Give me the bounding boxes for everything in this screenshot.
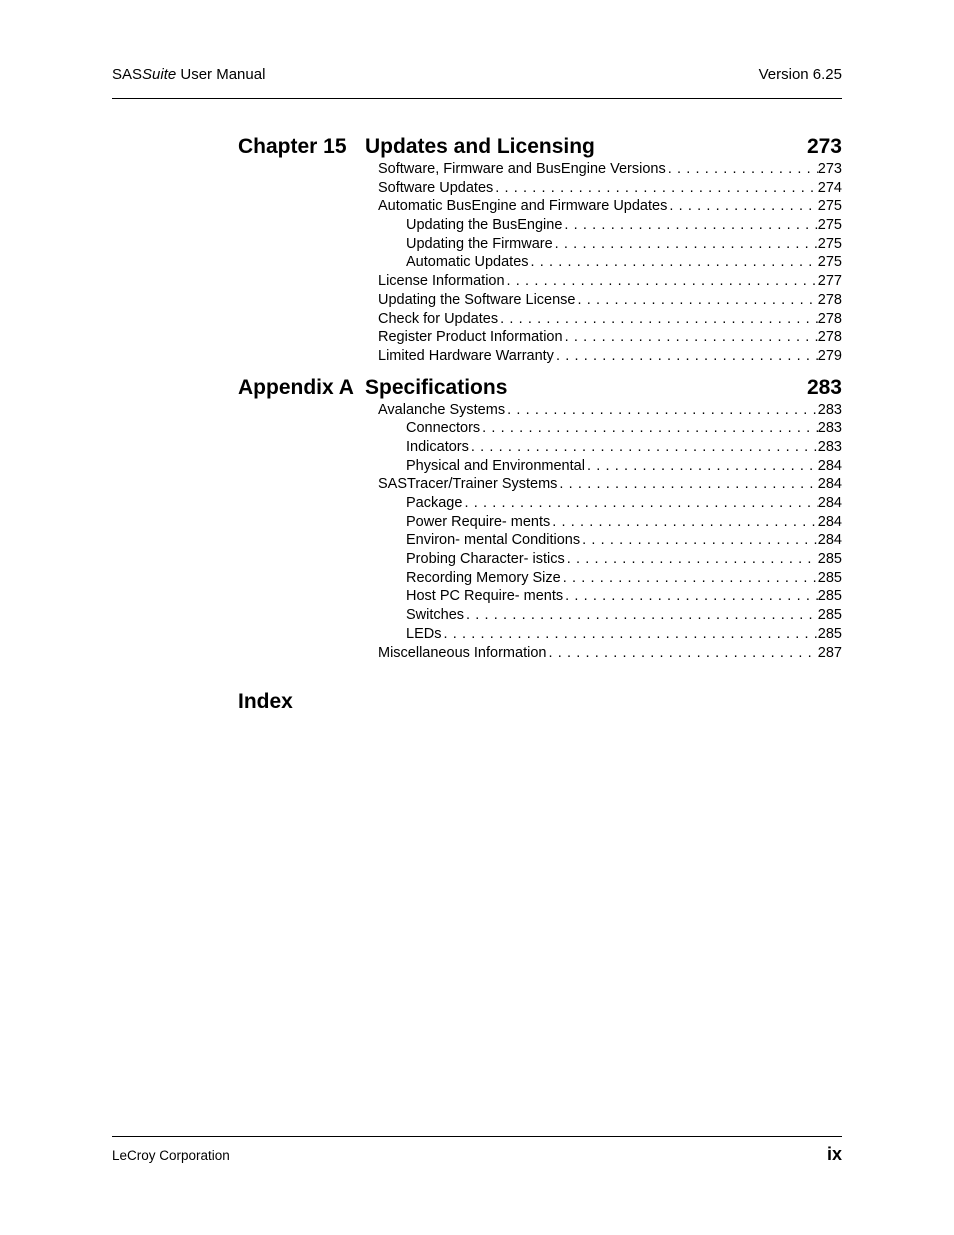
toc-entry[interactable]: [378, 401, 842, 420]
index-heading[interactable]: Index: [238, 690, 293, 713]
dot-leader: [546, 644, 817, 663]
dot-leader: [480, 419, 818, 438]
toc-entry-page: 277: [817, 273, 842, 290]
toc-entry-title: Recording Memory Size: [406, 569, 561, 586]
toc-entry-page: 278: [817, 329, 842, 346]
dot-leader: [557, 475, 817, 494]
toc-entry-title: Automatic Updates: [406, 254, 529, 271]
dot-leader: [562, 216, 817, 235]
dot-leader: [554, 347, 818, 366]
toc-entry-title: Switches: [406, 607, 465, 624]
running-header-version: Version 6.25: [758, 66, 842, 83]
toc-entry-title: Physical and Environmental: [406, 457, 585, 474]
section-title: Updates and Licensing: [365, 135, 595, 158]
toc-entry-title: Software, Firmware and BusEngine Versions: [378, 161, 666, 177]
section-page-number: 283: [806, 375, 842, 399]
toc-entry[interactable]: [378, 347, 842, 366]
toc-entry-list: [378, 401, 842, 663]
toc-entry-page: 287: [817, 644, 842, 661]
toc-entry[interactable]: [378, 179, 842, 198]
toc-entry-page: 273: [817, 161, 842, 177]
dot-leader: [469, 438, 818, 457]
toc-entry-page: 275: [817, 217, 842, 234]
toc-entry-page: 275: [817, 235, 842, 252]
dot-leader: [563, 328, 818, 347]
dot-leader: [576, 291, 818, 310]
toc-entry[interactable]: [378, 272, 842, 291]
toc-entry[interactable]: [378, 644, 842, 663]
toc-entry-title: Updating the Software License: [378, 291, 576, 308]
toc-entry-page: 284: [817, 495, 842, 511]
dot-leader: [563, 587, 818, 606]
toc-entry-page: 284: [817, 476, 842, 493]
toc-entry-page: 285: [817, 569, 842, 586]
toc-entry-title: Software Updates: [378, 179, 494, 196]
toc-entry[interactable]: [406, 457, 842, 476]
toc-entry[interactable]: [378, 291, 842, 310]
dot-leader: [666, 160, 818, 179]
toc-section: [238, 133, 842, 366]
table-of-contents: [238, 133, 842, 670]
toc-entry[interactable]: [406, 494, 842, 513]
toc-entry-title: Check for Updates: [378, 310, 499, 327]
dot-leader: [498, 310, 818, 329]
toc-entry-page: 285: [817, 551, 842, 568]
toc-entry-page: 283: [817, 401, 842, 418]
toc-entry[interactable]: [406, 438, 842, 457]
toc-entry[interactable]: [406, 587, 842, 606]
toc-entry[interactable]: [378, 310, 842, 329]
toc-section-heading[interactable]: [238, 374, 842, 401]
dot-leader: [505, 272, 818, 291]
toc-entry-title: Updating the BusEngine: [406, 217, 563, 234]
toc-entry-page: 278: [817, 310, 842, 327]
toc-entry-title: Package: [406, 495, 463, 511]
dot-leader: [553, 235, 818, 254]
dot-leader: [493, 179, 818, 198]
dot-leader: [565, 550, 818, 569]
toc-entry[interactable]: [406, 419, 842, 438]
dot-leader: [529, 253, 818, 272]
toc-entry-title: Updating the Firmware: [406, 235, 553, 252]
toc-entry-page: 285: [817, 625, 842, 642]
toc-entry-page: 284: [817, 513, 842, 530]
section-label: Chapter 15: [238, 135, 347, 158]
dot-leader: [462, 494, 817, 513]
dot-leader: [580, 531, 818, 550]
header-title-suffix: User Manual: [176, 66, 266, 83]
toc-entry-page: 285: [817, 607, 842, 624]
toc-entry-title: Avalanche Systems: [378, 401, 506, 418]
dot-leader: [561, 569, 818, 588]
footer-company: LeCroy Corporation: [112, 1148, 230, 1163]
toc-entry-title: Environ- mental Conditions: [406, 532, 581, 549]
toc-entry-page: 278: [817, 291, 842, 308]
toc-entry-page: 284: [817, 457, 842, 474]
toc-entry-page: 285: [817, 588, 842, 605]
toc-entry[interactable]: [406, 253, 842, 272]
toc-entry-title: SASTracer/Trainer Systems: [378, 476, 558, 493]
toc-entry-page: 283: [817, 438, 842, 455]
section-page-number: 273: [806, 135, 842, 158]
toc-entry-title: Indicators: [406, 438, 469, 455]
toc-entry[interactable]: [406, 235, 842, 254]
header-title-prefix: SAS: [112, 66, 143, 83]
dot-leader: [505, 401, 818, 420]
toc-entry-page: 274: [817, 179, 842, 196]
header-rule: [112, 98, 842, 99]
toc-entry[interactable]: [406, 216, 842, 235]
running-header-title: [112, 66, 265, 83]
toc-entry-page: 275: [817, 254, 842, 271]
header-title-italic: Suite: [142, 66, 177, 83]
toc-entry[interactable]: [406, 550, 842, 569]
dot-leader: [464, 606, 818, 625]
toc-entry-title: Probing Character- istics: [406, 551, 565, 568]
toc-entry-list: [378, 160, 842, 366]
toc-entry-title: LEDs: [406, 625, 442, 642]
toc-entry[interactable]: [378, 328, 842, 347]
toc-entry-page: 275: [817, 198, 842, 215]
dot-leader: [585, 457, 818, 476]
toc-entry-title: Register Product Information: [378, 329, 563, 346]
toc-entry[interactable]: [406, 513, 842, 532]
toc-entry-title: Miscellaneous Information: [378, 644, 547, 661]
toc-entry-page: 284: [817, 532, 842, 549]
toc-entry[interactable]: [378, 475, 842, 494]
toc-section-heading[interactable]: [238, 133, 842, 160]
footer-page-number: ix: [826, 1144, 842, 1164]
toc-entry-page: 279: [817, 347, 842, 364]
dot-leader: [550, 513, 818, 532]
section-label: Appendix A: [238, 375, 354, 399]
toc-section: [238, 374, 842, 663]
toc-entry-title: Connectors: [406, 420, 481, 437]
toc-entry-title: Limited Hardware Warranty: [378, 347, 554, 364]
toc-entry-title: License Information: [378, 273, 505, 290]
toc-entry[interactable]: [406, 606, 842, 625]
toc-entry-title: Host PC Require- ments: [406, 588, 564, 605]
section-title: Specifications: [365, 375, 508, 399]
toc-entry[interactable]: [406, 569, 842, 588]
toc-entry[interactable]: [406, 531, 842, 550]
dot-leader: [441, 625, 817, 644]
toc-entry[interactable]: [378, 197, 842, 216]
toc-entry-title: Power Require- ments: [406, 513, 551, 530]
toc-entry-title: Automatic BusEngine and Firmware Updates: [378, 198, 668, 215]
dot-leader: [667, 197, 817, 216]
footer-rule: [112, 1136, 842, 1137]
toc-entry[interactable]: [406, 625, 842, 644]
toc-entry-page: 283: [817, 420, 842, 437]
toc-entry[interactable]: [378, 160, 842, 179]
